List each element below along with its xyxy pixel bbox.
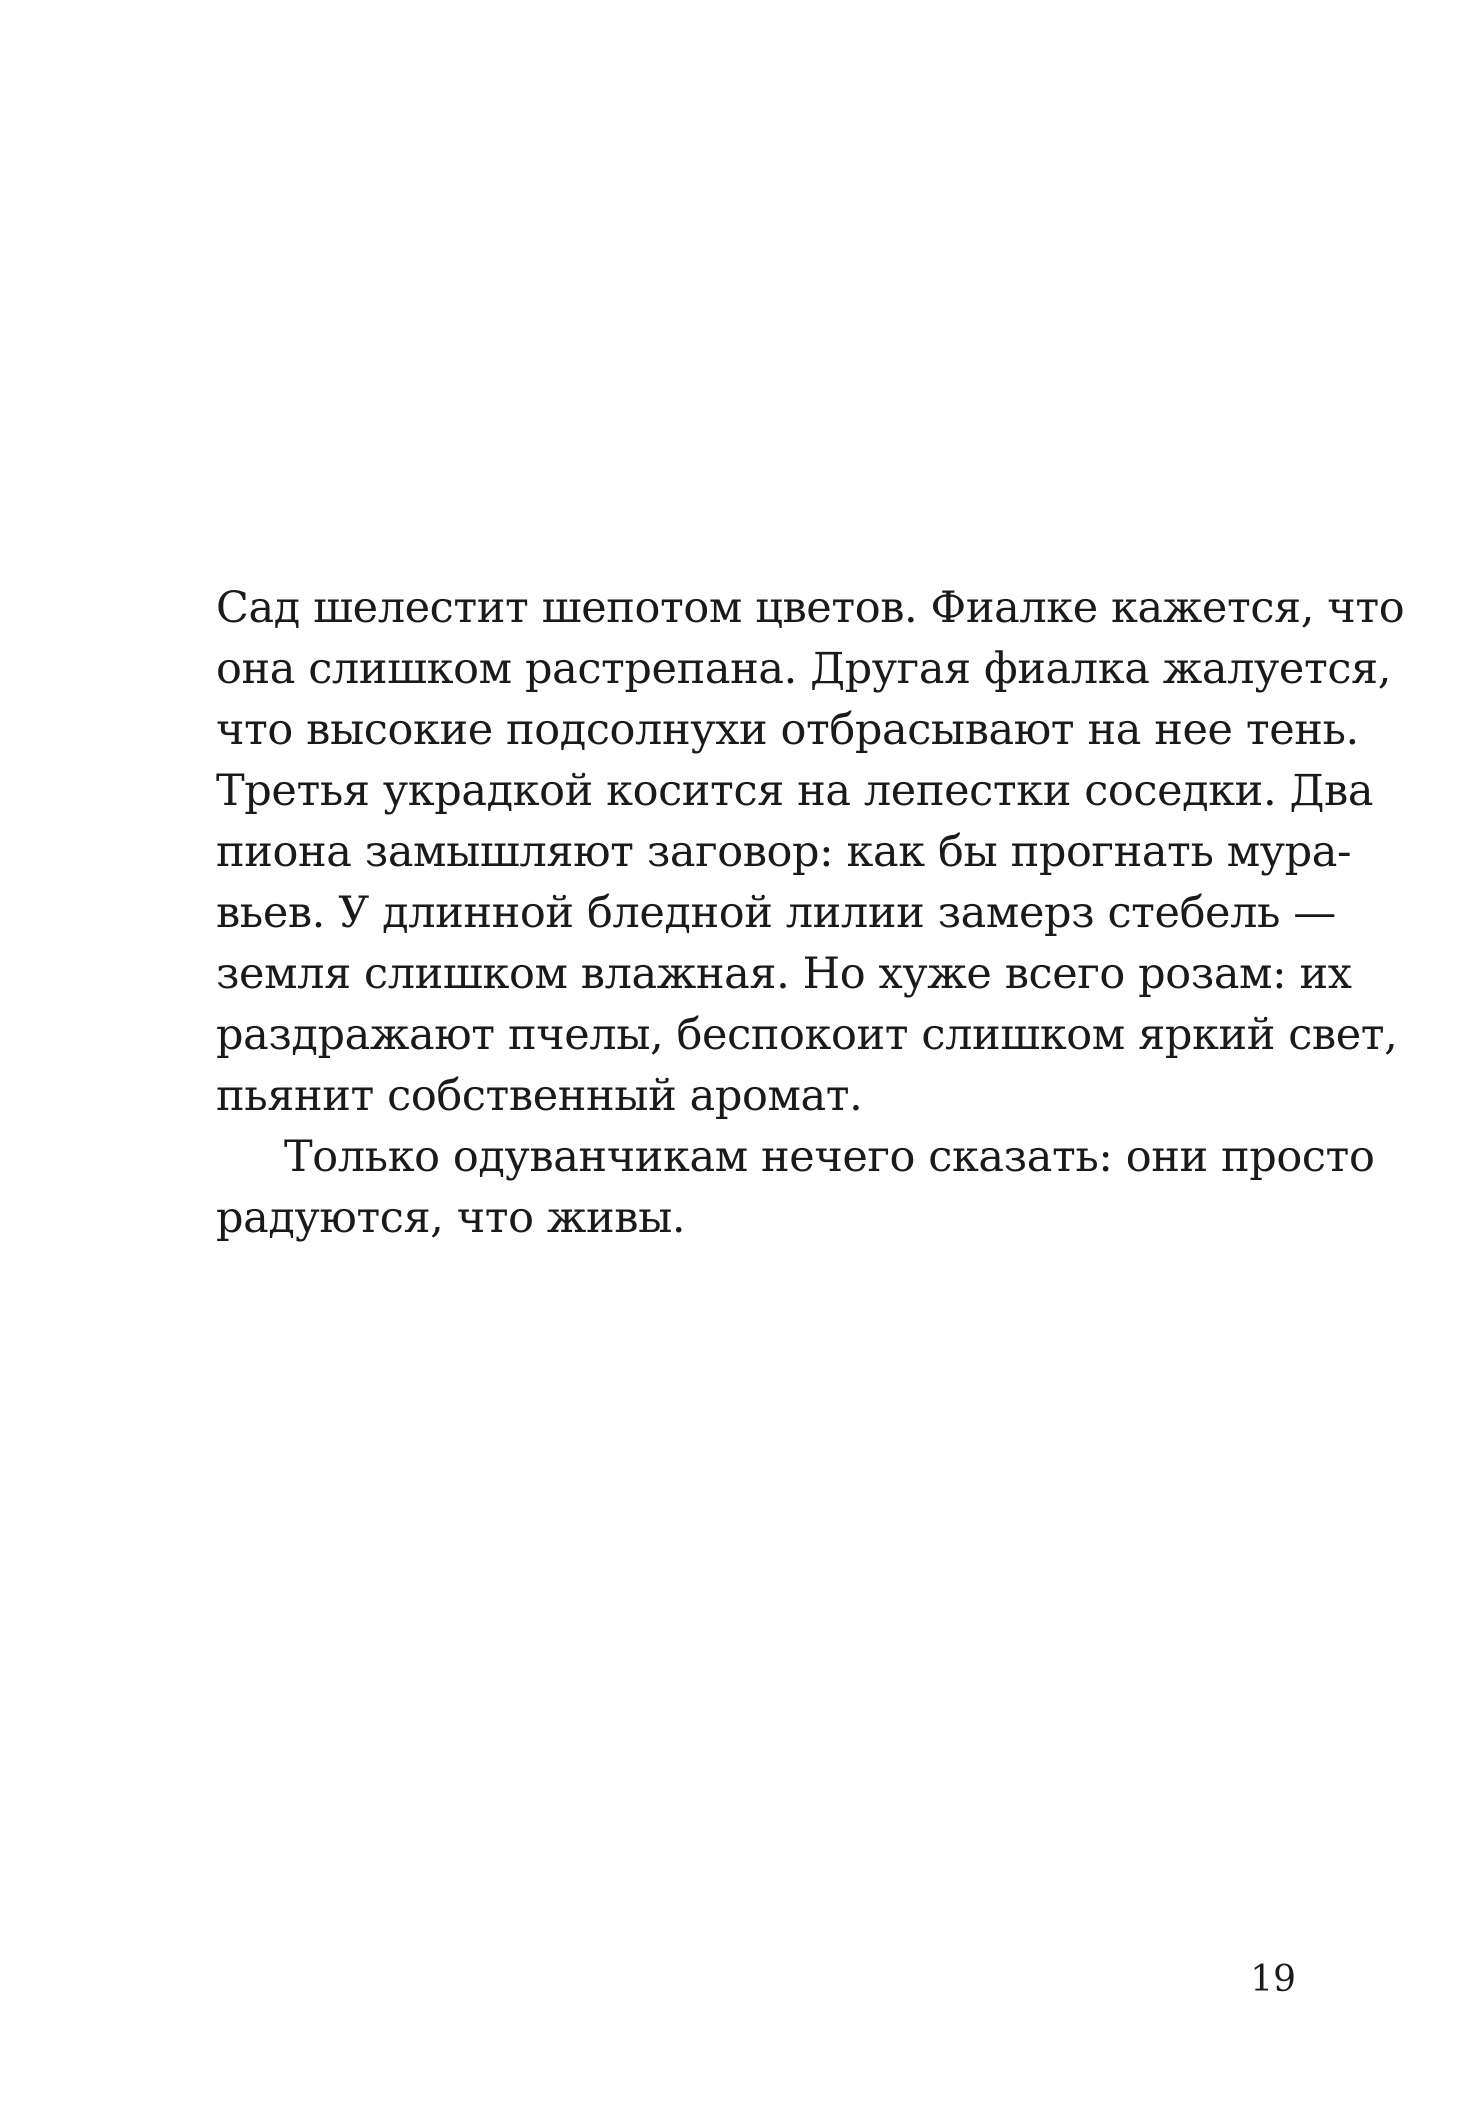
- text-line: пьянит собственный аромат.: [216, 1071, 863, 1121]
- text-line: радуются, что живы.: [216, 1193, 686, 1243]
- text-line: что высокие подсолнухи отбрасывают на нее тень.: [216, 705, 1359, 755]
- text-line: вьев. У длинной бледной лилии замерз стебель —: [216, 888, 1336, 938]
- paragraph-1: [216, 578, 1405, 1127]
- text-line: пиона замышляют заговор: как бы прогнать мура-: [216, 827, 1352, 877]
- text-line: раздражают пчелы, беспокоит слишком яркий свет,: [216, 1010, 1398, 1060]
- paragraph-2: [216, 1127, 1375, 1249]
- body-text: [216, 578, 1405, 1249]
- text-line: она слишком растрепана. Другая фиалка жалуется,: [216, 644, 1392, 694]
- text-line: Сад шелестит шепотом цветов. Фиалке кажется, что: [216, 583, 1405, 633]
- text-line: Только одуванчикам нечего сказать: они просто: [284, 1132, 1375, 1182]
- text-line: Третья украдкой косится на лепестки соседки. Два: [216, 766, 1374, 816]
- text-line: земля слишком влажная. Но хуже всего розам: их: [216, 949, 1352, 999]
- page-number: 19: [1250, 1959, 1296, 2000]
